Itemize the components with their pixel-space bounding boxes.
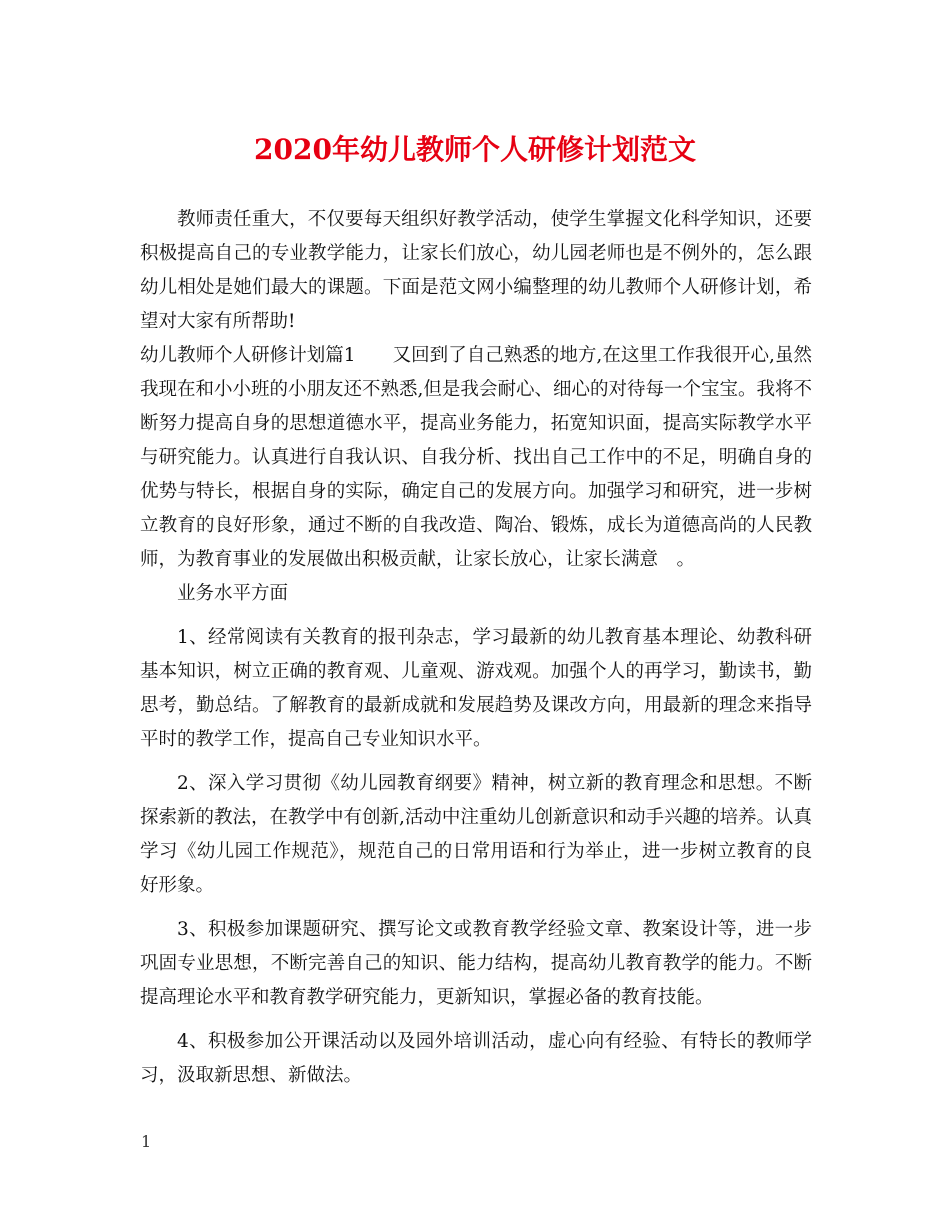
list-item-4: 4、积极参加公开课活动以及园外培训活动，虚心向有经验、有特长的教师学习，汲取新思想、新做法。 xyxy=(140,1031,812,1086)
page-number: 1 xyxy=(141,1132,152,1151)
list-item-3: 3、积极参加课题研究、撰写论文或教育教学经验文章、教案设计等，进一步巩固专业思想，不断完善自己的知识、能力结构，提高幼儿教育教学的能力。不断提高理论水平和教育教学研究能力，更新知识，掌握必备的教育技能。 xyxy=(140,919,812,1008)
document-title: 2020年幼儿教师个人研修计划范文 xyxy=(254,133,696,166)
intro-paragraph: 教师责任重大，不仅要每天组织好教学活动，使学生掌握文化科学知识，还要积极提高自己的专业教学能力，让家长们放心，幼儿园老师也是不例外的，怎么跟幼儿相处是她们最大的课题。下面是范文网小编整理的幼儿教师个人研修计划，希望对大家有所帮助! xyxy=(140,209,812,332)
section-1-paragraph: 幼儿教师个人研修计划篇1 又回到了自己熟悉的地方,在这里工作我很开心,虽然我现在和小小班的小朋友还不熟悉,但是我会耐心、细心的对待每一个宝宝。我将不断努力提高自身的思想道德水平，提高业务能力，拓宽知识面，提高实际教学水平与研究能力。认真进行自我认识、自我分析、找出自己工作中的不足，明确自身的优势与特长，根据自身的实际，确定自己的发展方向。加强学习和研究，进一步树立教育的良好形象，通过不断的自我改造、陶冶、锻炼，成长为道德高尚的人民教师，为教育事业的发展做出积极贡献，让家长放心，让家长满意 。 xyxy=(140,345,812,570)
business-level-heading: 业务水平方面 xyxy=(177,583,289,604)
document-body xyxy=(140,203,812,1093)
list-item-1: 1、经常阅读有关教育的报刊杂志，学习最新的幼儿教育基本理论、幼教科研基本知识，树立正确的教育观、儿童观、游戏观。加强个人的再学习，勤读书，勤思考，勤总结。了解教育的最新成就和发展趋势及课改方向，用最新的理念来指导平时的教学工作，提高自己专业知识水平。 xyxy=(140,627,812,750)
list-item-2: 2、深入学习贯彻《幼儿园教育纲要》精神，树立新的教育理念和思想。不断探索新的教法，在教学中有创新,活动中注重幼儿创新意识和动手兴趣的培养。认真学习《幼儿园工作规范》，规范自己的日常用语和行为举止，进一步树立教育的良好形象。 xyxy=(140,773,812,896)
